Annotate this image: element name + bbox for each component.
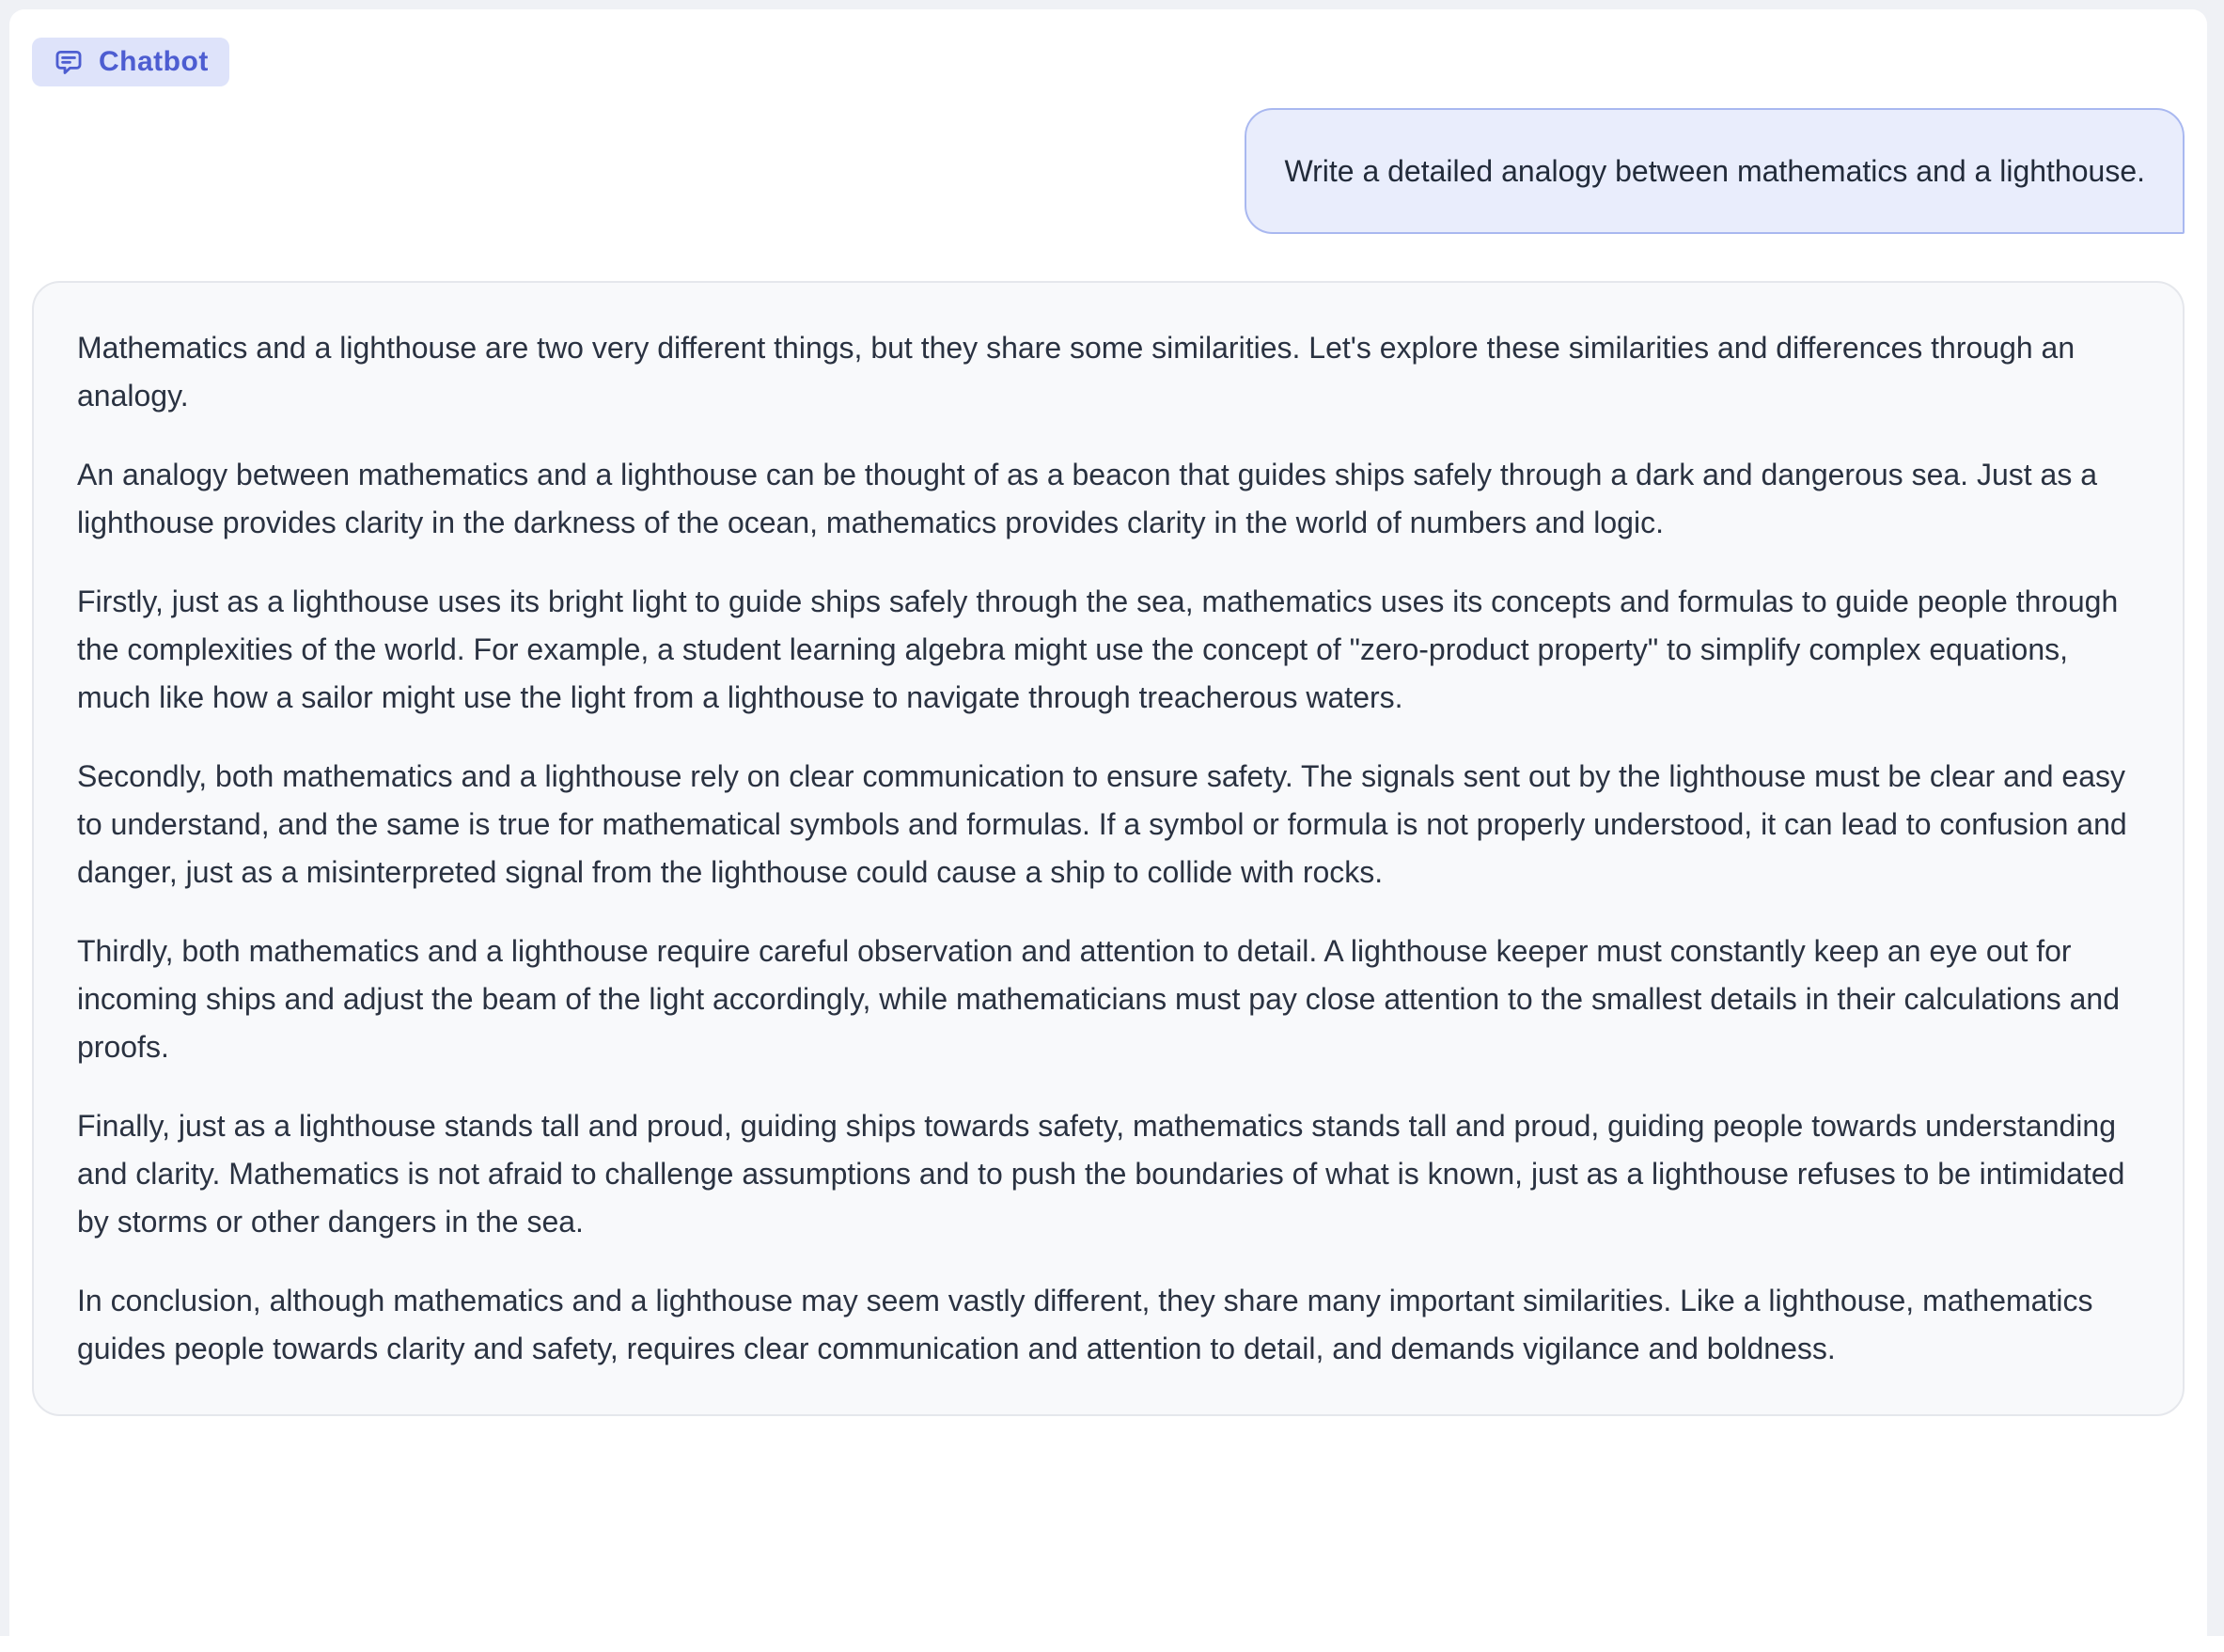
chatbot-badge — [32, 38, 229, 86]
bot-paragraph: Thirdly, both mathematics and a lighthouse require careful observation and attention to detail. A lighthouse keeper must constantly keep an eye out for incoming ships and adjust the beam of the light accordingly, while mathematicians must pay close attention to the smallest details in their calculations and proofs. — [77, 934, 2121, 1064]
bot-paragraph: Firstly, just as a lighthouse uses its bright light to guide ships safely through the sea, mathematics uses its concepts and formulas to guide people through the complexities of the world. For example, a student learning algebra might use the concept of "zero-product property" to simplify complex equations, much like how a sailor might use the light from a lighthouse to navigate through treacherous waters. — [77, 584, 2119, 714]
bot-paragraph: Mathematics and a lighthouse are two very different things, but they share some similarities. Let's explore these similarities and differences through an analogy. — [77, 331, 2075, 413]
chat-card — [9, 9, 2207, 1652]
user-message-row — [32, 108, 2185, 234]
chatbot-badge-label: Chatbot — [99, 46, 209, 77]
bot-paragraph: Secondly, both mathematics and a lighthouse rely on clear communication to ensure safety. The signals sent out by the lighthouse must be clear and easy to understand, and the same is true for mathematical symbols and formulas. If a symbol or formula is not properly understood, it can lead to confusion and danger, just as a misinterpreted signal from the lighthouse could cause a ship to collide with rocks. — [77, 759, 2127, 889]
user-message-bubble — [1245, 108, 2185, 234]
bot-paragraph: An analogy between mathematics and a lighthouse can be thought of as a beacon that guides ships safely through a dark and dangerous sea. Just as a lighthouse provides clarity in the darkness of the ocean, mathematics provides clarity in the world of numbers and logic. — [77, 458, 2097, 539]
bot-paragraph: Finally, just as a lighthouse stands tall and proud, guiding ships towards safety, mathematics stands tall and proud, guiding people towards understanding and clarity. Mathematics is not afraid to challenge assumptions and to push the boundaries of what is known, just as a lighthouse refuses to be intimidated by storms or other dangers in the sea. — [77, 1109, 2125, 1239]
chat-bubble-icon — [53, 46, 85, 78]
bot-message-panel — [32, 281, 2185, 1416]
bot-paragraph: In conclusion, although mathematics and a lighthouse may seem vastly different, they share many important similarities. Like a lighthouse, mathematics guides people towards clarity and safety, requires clear communication and attention to detail, and demands vigilance and boldness. — [77, 1284, 2093, 1365]
user-message-text: Write a detailed analogy between mathematics and a lighthouse. — [1284, 154, 2145, 188]
